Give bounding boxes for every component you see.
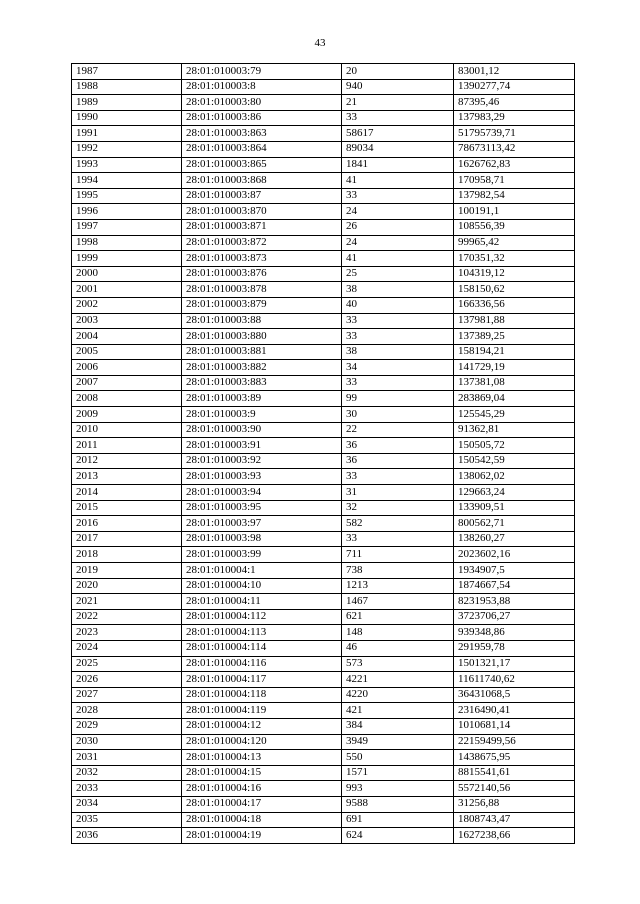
table-row [72, 531, 575, 547]
value-cell: 150505,72 [454, 438, 575, 454]
row-number-cell: 2015 [72, 500, 182, 516]
cadastral-number-cell: 28:01:010003:876 [182, 266, 342, 282]
table-row [72, 547, 575, 563]
value-cell: 283869,04 [454, 391, 575, 407]
table-row [72, 796, 575, 812]
table-row [72, 422, 575, 438]
table-row [72, 173, 575, 189]
row-number-cell: 2012 [72, 453, 182, 469]
area-cell: 89034 [342, 141, 454, 157]
cadastral-number-cell: 28:01:010003:868 [182, 173, 342, 189]
value-cell: 137981,88 [454, 313, 575, 329]
table-row [72, 734, 575, 750]
value-cell: 31256,88 [454, 796, 575, 812]
table-row [72, 344, 575, 360]
table-row [72, 609, 575, 625]
area-cell: 993 [342, 781, 454, 797]
value-cell: 99965,42 [454, 235, 575, 251]
table-row [72, 282, 575, 298]
value-cell: 137389,25 [454, 329, 575, 345]
row-number-cell: 1992 [72, 141, 182, 157]
cadastral-number-cell: 28:01:010003:873 [182, 251, 342, 267]
value-cell: 78673113,42 [454, 141, 575, 157]
cadastral-number-cell: 28:01:010004:116 [182, 656, 342, 672]
row-number-cell: 2017 [72, 531, 182, 547]
row-number-cell: 2004 [72, 329, 182, 345]
cadastral-number-cell: 28:01:010004:120 [182, 734, 342, 750]
row-number-cell: 2013 [72, 469, 182, 485]
row-number-cell: 1990 [72, 110, 182, 126]
cadastral-number-cell: 28:01:010004:13 [182, 750, 342, 766]
value-cell: 939348,86 [454, 625, 575, 641]
value-cell: 36431068,5 [454, 687, 575, 703]
table-row [72, 313, 575, 329]
value-cell: 170351,32 [454, 251, 575, 267]
table-row [72, 266, 575, 282]
area-cell: 1467 [342, 594, 454, 610]
row-number-cell: 2026 [72, 672, 182, 688]
area-cell: 738 [342, 563, 454, 579]
value-cell: 125545,29 [454, 407, 575, 423]
value-cell: 137983,29 [454, 110, 575, 126]
cadastral-number-cell: 28:01:010003:97 [182, 516, 342, 532]
cadastral-number-cell: 28:01:010003:87 [182, 188, 342, 204]
cadastral-table [71, 63, 575, 844]
cadastral-number-cell: 28:01:010003:99 [182, 547, 342, 563]
area-cell: 25 [342, 266, 454, 282]
cadastral-number-cell: 28:01:010003:883 [182, 375, 342, 391]
table-row [72, 64, 575, 80]
area-cell: 573 [342, 656, 454, 672]
table-row [72, 687, 575, 703]
row-number-cell: 2030 [72, 734, 182, 750]
table-row [72, 375, 575, 391]
value-cell: 51795739,71 [454, 126, 575, 142]
cadastral-number-cell: 28:01:010004:12 [182, 718, 342, 734]
value-cell: 170958,71 [454, 173, 575, 189]
value-cell: 83001,12 [454, 64, 575, 80]
table-row [72, 640, 575, 656]
table-row [72, 126, 575, 142]
area-cell: 33 [342, 531, 454, 547]
area-cell: 38 [342, 344, 454, 360]
row-number-cell: 2007 [72, 375, 182, 391]
value-cell: 3723706,27 [454, 609, 575, 625]
table-row [72, 781, 575, 797]
area-cell: 33 [342, 375, 454, 391]
cadastral-number-cell: 28:01:010004:11 [182, 594, 342, 610]
table-row [72, 516, 575, 532]
table-row [72, 578, 575, 594]
value-cell: 138062,02 [454, 469, 575, 485]
cadastral-number-cell: 28:01:010003:864 [182, 141, 342, 157]
value-cell: 800562,71 [454, 516, 575, 532]
row-number-cell: 1988 [72, 79, 182, 95]
cadastral-number-cell: 28:01:010003:882 [182, 360, 342, 376]
table-row [72, 812, 575, 828]
area-cell: 550 [342, 750, 454, 766]
area-cell: 40 [342, 297, 454, 313]
value-cell: 5572140,56 [454, 781, 575, 797]
table-row [72, 297, 575, 313]
cadastral-number-cell: 28:01:010004:10 [182, 578, 342, 594]
cadastral-number-cell: 28:01:010003:90 [182, 422, 342, 438]
row-number-cell: 1996 [72, 204, 182, 220]
cadastral-number-cell: 28:01:010004:113 [182, 625, 342, 641]
area-cell: 46 [342, 640, 454, 656]
value-cell: 1934907,5 [454, 563, 575, 579]
row-number-cell: 2005 [72, 344, 182, 360]
area-cell: 38 [342, 282, 454, 298]
row-number-cell: 2011 [72, 438, 182, 454]
area-cell: 691 [342, 812, 454, 828]
value-cell: 150542,59 [454, 453, 575, 469]
row-number-cell: 2000 [72, 266, 182, 282]
table-row [72, 656, 575, 672]
row-number-cell: 1993 [72, 157, 182, 173]
value-cell: 8231953,88 [454, 594, 575, 610]
page-number: 43 [314, 37, 326, 49]
row-number-cell: 2018 [72, 547, 182, 563]
cadastral-number-cell: 28:01:010004:117 [182, 672, 342, 688]
area-cell: 33 [342, 110, 454, 126]
cadastral-number-cell: 28:01:010003:865 [182, 157, 342, 173]
table-body [72, 64, 575, 844]
area-cell: 33 [342, 469, 454, 485]
table-row [72, 563, 575, 579]
area-cell: 4220 [342, 687, 454, 703]
row-number-cell: 2009 [72, 407, 182, 423]
value-cell: 129663,24 [454, 485, 575, 501]
area-cell: 32 [342, 500, 454, 516]
area-cell: 26 [342, 219, 454, 235]
row-number-cell: 2028 [72, 703, 182, 719]
table-row [72, 407, 575, 423]
value-cell: 11611740,62 [454, 672, 575, 688]
cadastral-number-cell: 28:01:010003:870 [182, 204, 342, 220]
area-cell: 582 [342, 516, 454, 532]
value-cell: 158194,21 [454, 344, 575, 360]
value-cell: 87395,46 [454, 95, 575, 111]
cadastral-number-cell: 28:01:010003:881 [182, 344, 342, 360]
row-number-cell: 2006 [72, 360, 182, 376]
cadastral-number-cell: 28:01:010003:95 [182, 500, 342, 516]
cadastral-number-cell: 28:01:010004:15 [182, 765, 342, 781]
table-row [72, 828, 575, 844]
area-cell: 1841 [342, 157, 454, 173]
row-number-cell: 2024 [72, 640, 182, 656]
table-row [72, 469, 575, 485]
area-cell: 36 [342, 438, 454, 454]
cadastral-number-cell: 28:01:010003:89 [182, 391, 342, 407]
value-cell: 166336,56 [454, 297, 575, 313]
row-number-cell: 2002 [72, 297, 182, 313]
table-row [72, 110, 575, 126]
row-number-cell: 1991 [72, 126, 182, 142]
area-cell: 30 [342, 407, 454, 423]
cadastral-number-cell: 28:01:010004:16 [182, 781, 342, 797]
cadastral-number-cell: 28:01:010004:112 [182, 609, 342, 625]
cadastral-number-cell: 28:01:010003:880 [182, 329, 342, 345]
value-cell: 91362,81 [454, 422, 575, 438]
area-cell: 99 [342, 391, 454, 407]
row-number-cell: 2035 [72, 812, 182, 828]
row-number-cell: 2033 [72, 781, 182, 797]
area-cell: 1571 [342, 765, 454, 781]
table-row [72, 703, 575, 719]
area-cell: 621 [342, 609, 454, 625]
row-number-cell: 1995 [72, 188, 182, 204]
cadastral-number-cell: 28:01:010004:17 [182, 796, 342, 812]
cadastral-number-cell: 28:01:010003:871 [182, 219, 342, 235]
area-cell: 384 [342, 718, 454, 734]
table-row [72, 750, 575, 766]
area-cell: 20 [342, 64, 454, 80]
table-row [72, 329, 575, 345]
value-cell: 133909,51 [454, 500, 575, 516]
cadastral-number-cell: 28:01:010004:19 [182, 828, 342, 844]
table-row [72, 157, 575, 173]
table-row [72, 625, 575, 641]
value-cell: 1808743,47 [454, 812, 575, 828]
table-row [72, 485, 575, 501]
row-number-cell: 1989 [72, 95, 182, 111]
cadastral-number-cell: 28:01:010003:80 [182, 95, 342, 111]
row-number-cell: 2014 [72, 485, 182, 501]
area-cell: 624 [342, 828, 454, 844]
area-cell: 41 [342, 173, 454, 189]
area-cell: 3949 [342, 734, 454, 750]
cadastral-number-cell: 28:01:010004:18 [182, 812, 342, 828]
area-cell: 24 [342, 235, 454, 251]
area-cell: 24 [342, 204, 454, 220]
value-cell: 2023602,16 [454, 547, 575, 563]
area-cell: 31 [342, 485, 454, 501]
area-cell: 4221 [342, 672, 454, 688]
area-cell: 148 [342, 625, 454, 641]
row-number-cell: 2001 [72, 282, 182, 298]
cadastral-number-cell: 28:01:010003:92 [182, 453, 342, 469]
cadastral-number-cell: 28:01:010004:1 [182, 563, 342, 579]
table-row [72, 500, 575, 516]
area-cell: 421 [342, 703, 454, 719]
value-cell: 1626762,83 [454, 157, 575, 173]
value-cell: 138260,27 [454, 531, 575, 547]
table-row [72, 235, 575, 251]
row-number-cell: 2032 [72, 765, 182, 781]
value-cell: 291959,78 [454, 640, 575, 656]
row-number-cell: 2029 [72, 718, 182, 734]
table-row [72, 79, 575, 95]
cadastral-number-cell: 28:01:010003:98 [182, 531, 342, 547]
area-cell: 33 [342, 313, 454, 329]
row-number-cell: 2003 [72, 313, 182, 329]
cadastral-number-cell: 28:01:010003:94 [182, 485, 342, 501]
table-row [72, 438, 575, 454]
value-cell: 1390277,74 [454, 79, 575, 95]
table-row [72, 360, 575, 376]
table-row [72, 219, 575, 235]
cadastral-number-cell: 28:01:010003:86 [182, 110, 342, 126]
area-cell: 36 [342, 453, 454, 469]
value-cell: 137381,08 [454, 375, 575, 391]
cadastral-number-cell: 28:01:010003:878 [182, 282, 342, 298]
table-row [72, 188, 575, 204]
table-row [72, 718, 575, 734]
value-cell: 108556,39 [454, 219, 575, 235]
value-cell: 137982,54 [454, 188, 575, 204]
row-number-cell: 2021 [72, 594, 182, 610]
cadastral-number-cell: 28:01:010003:93 [182, 469, 342, 485]
cadastral-number-cell: 28:01:010003:88 [182, 313, 342, 329]
area-cell: 34 [342, 360, 454, 376]
row-number-cell: 2019 [72, 563, 182, 579]
cadastral-number-cell: 28:01:010004:119 [182, 703, 342, 719]
cadastral-number-cell: 28:01:010004:118 [182, 687, 342, 703]
value-cell: 1874667,54 [454, 578, 575, 594]
cadastral-number-cell: 28:01:010003:879 [182, 297, 342, 313]
table-row [72, 594, 575, 610]
cadastral-number-cell: 28:01:010004:114 [182, 640, 342, 656]
row-number-cell: 1998 [72, 235, 182, 251]
value-cell: 104319,12 [454, 266, 575, 282]
cadastral-number-cell: 28:01:010003:9 [182, 407, 342, 423]
value-cell: 8815541,61 [454, 765, 575, 781]
cadastral-number-cell: 28:01:010003:872 [182, 235, 342, 251]
value-cell: 22159499,56 [454, 734, 575, 750]
area-cell: 9588 [342, 796, 454, 812]
row-number-cell: 1987 [72, 64, 182, 80]
row-number-cell: 2010 [72, 422, 182, 438]
value-cell: 100191,1 [454, 204, 575, 220]
table-row [72, 95, 575, 111]
value-cell: 1627238,66 [454, 828, 575, 844]
table-row [72, 453, 575, 469]
cadastral-number-cell: 28:01:010003:91 [182, 438, 342, 454]
area-cell: 21 [342, 95, 454, 111]
cadastral-number-cell: 28:01:010003:863 [182, 126, 342, 142]
row-number-cell: 2027 [72, 687, 182, 703]
row-number-cell: 2008 [72, 391, 182, 407]
table-row [72, 672, 575, 688]
value-cell: 1438675,95 [454, 750, 575, 766]
row-number-cell: 2025 [72, 656, 182, 672]
row-number-cell: 2036 [72, 828, 182, 844]
row-number-cell: 1999 [72, 251, 182, 267]
value-cell: 158150,62 [454, 282, 575, 298]
area-cell: 711 [342, 547, 454, 563]
value-cell: 2316490,41 [454, 703, 575, 719]
row-number-cell: 2023 [72, 625, 182, 641]
cadastral-number-cell: 28:01:010003:8 [182, 79, 342, 95]
area-cell: 33 [342, 329, 454, 345]
value-cell: 1501321,17 [454, 656, 575, 672]
row-number-cell: 2022 [72, 609, 182, 625]
table-row [72, 204, 575, 220]
area-cell: 940 [342, 79, 454, 95]
area-cell: 33 [342, 188, 454, 204]
table-row [72, 141, 575, 157]
row-number-cell: 2034 [72, 796, 182, 812]
table-row [72, 251, 575, 267]
row-number-cell: 2016 [72, 516, 182, 532]
value-cell: 1010681,14 [454, 718, 575, 734]
row-number-cell: 1994 [72, 173, 182, 189]
area-cell: 22 [342, 422, 454, 438]
row-number-cell: 1997 [72, 219, 182, 235]
area-cell: 1213 [342, 578, 454, 594]
row-number-cell: 2020 [72, 578, 182, 594]
value-cell: 141729,19 [454, 360, 575, 376]
area-cell: 58617 [342, 126, 454, 142]
row-number-cell: 2031 [72, 750, 182, 766]
table-row [72, 391, 575, 407]
area-cell: 41 [342, 251, 454, 267]
cadastral-number-cell: 28:01:010003:79 [182, 64, 342, 80]
table-row [72, 765, 575, 781]
